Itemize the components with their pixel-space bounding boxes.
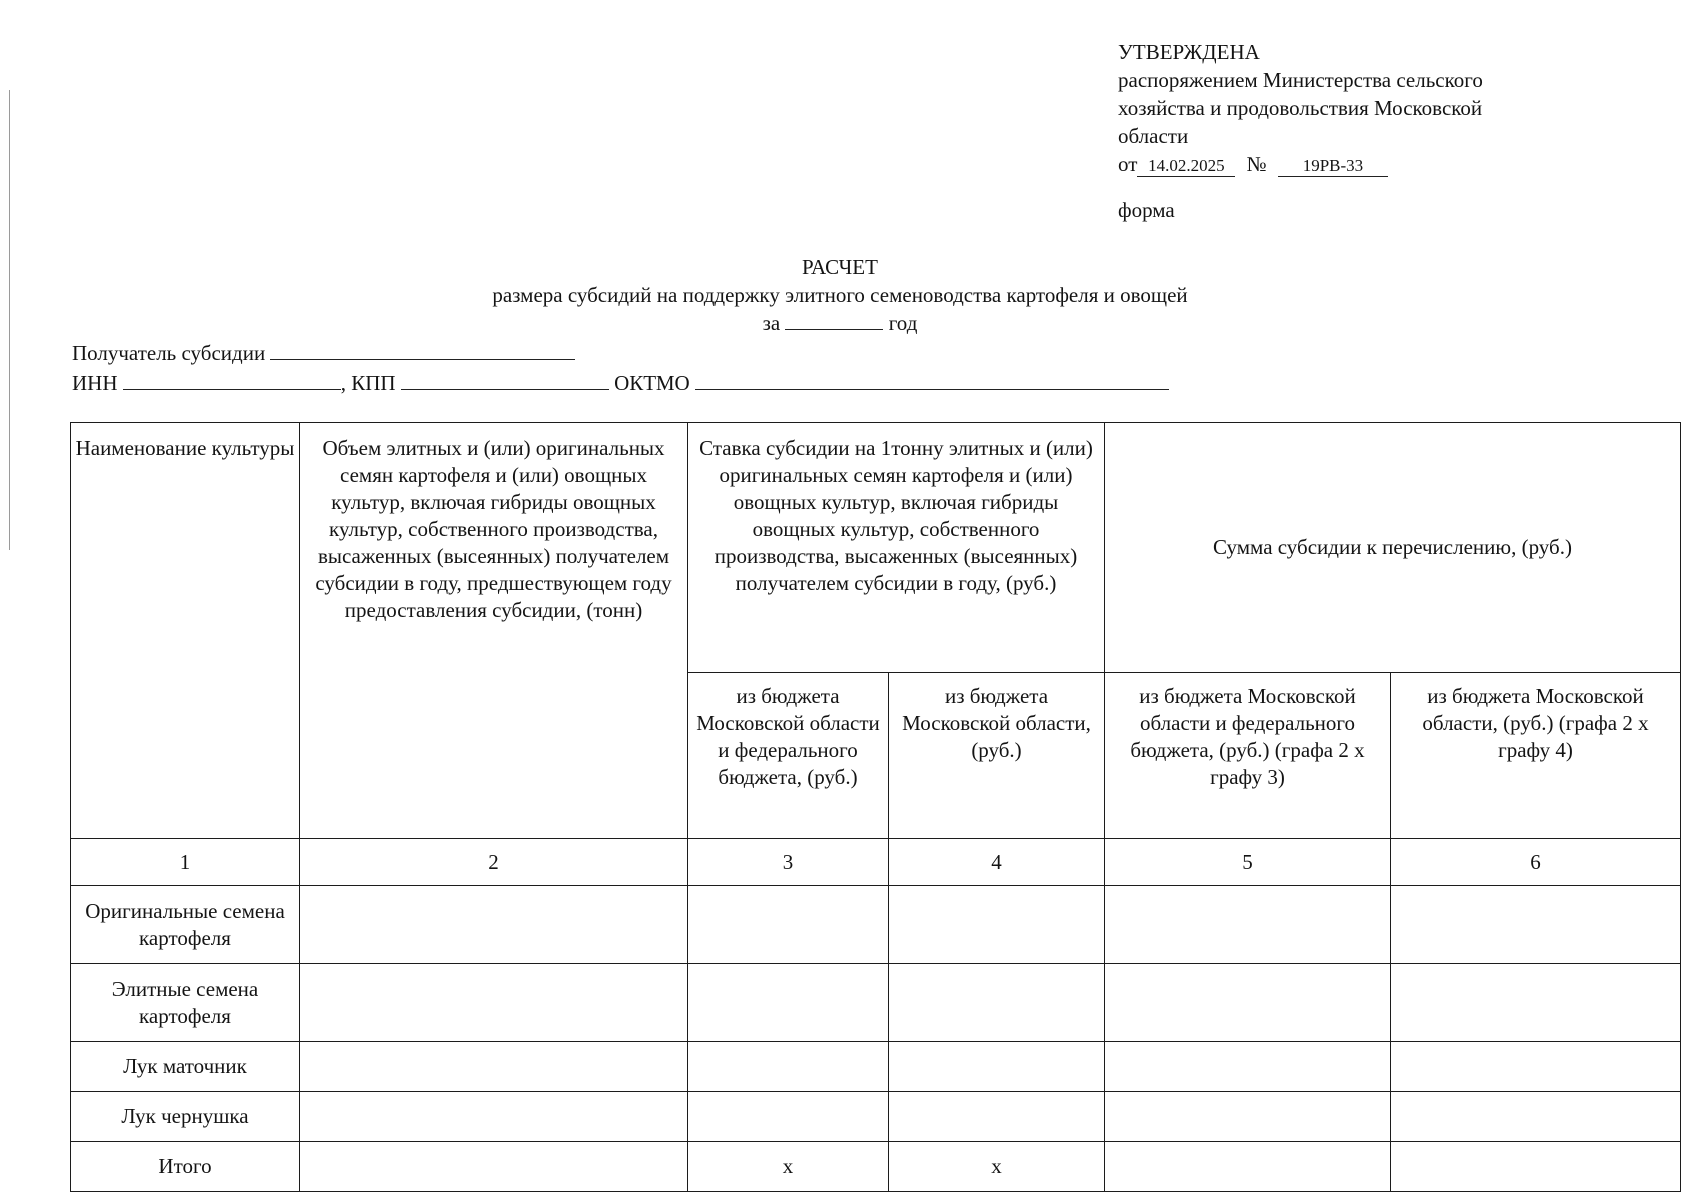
table-cell: x xyxy=(688,1142,889,1192)
column-number: 4 xyxy=(889,839,1105,886)
table-cell xyxy=(889,1042,1105,1092)
column-number: 3 xyxy=(688,839,889,886)
recipient-block xyxy=(72,338,1169,398)
document-subtitle: размера субсидий на поддержку элитного семеноводства картофеля и овощей xyxy=(492,283,1188,307)
approval-number-label: № xyxy=(1246,152,1267,176)
kpp-label: , КПП xyxy=(340,371,396,395)
column-number: 1 xyxy=(71,839,300,886)
document-title-block xyxy=(300,253,1380,337)
table-cell xyxy=(1105,1042,1391,1092)
inn-field xyxy=(123,371,341,390)
page-margin-rule xyxy=(9,90,10,550)
table-row xyxy=(71,1092,1681,1142)
table-cell xyxy=(300,886,688,964)
inn-label: ИНН xyxy=(72,371,118,395)
approval-line-3: области xyxy=(1118,124,1189,148)
table-cell xyxy=(300,1092,688,1142)
table-cell xyxy=(1105,886,1391,964)
approval-heading: УТВЕРЖДЕНА xyxy=(1118,40,1260,64)
year-line xyxy=(300,309,1380,337)
oktmo-label: ОКТМО xyxy=(614,371,690,395)
table-cell xyxy=(300,1142,688,1192)
header-seed-volume: Объем элитных и (или) оригинальных семян картофеля и (или) овощных культур, включая гибриды овощных культур, собственного производства, высаженных (высеянных) получателем субсидии в году, предшествующем году предоставления субсидии, (тонн) xyxy=(300,423,688,839)
approval-from-label: от xyxy=(1118,152,1138,176)
table-cell xyxy=(688,1092,889,1142)
total-label: Итого xyxy=(71,1142,300,1192)
approval-line-2: хозяйства и продовольствия Московской xyxy=(1118,96,1483,120)
table-cell xyxy=(1391,1092,1681,1142)
column-number: 5 xyxy=(1105,839,1391,886)
year-prefix: за xyxy=(762,311,781,335)
table-cell xyxy=(889,886,1105,964)
approval-number: 19РВ-33 xyxy=(1278,156,1388,177)
year-field xyxy=(785,311,883,330)
approval-line-1: распоряжением Министерства сельского xyxy=(1118,68,1483,92)
table-cell xyxy=(1391,1042,1681,1092)
document-title: РАСЧЕТ xyxy=(802,255,878,279)
header-rate-regional-federal: из бюджета Московской области и федерального бюджета, (руб.) xyxy=(688,673,889,839)
subsidy-table xyxy=(70,422,1681,1192)
column-number-row xyxy=(71,839,1681,886)
kpp-field xyxy=(401,371,609,390)
table-row xyxy=(71,886,1681,964)
header-crop-name: Наименование культуры xyxy=(71,423,300,839)
table-cell xyxy=(1391,886,1681,964)
approval-date: 14.02.2025 xyxy=(1137,156,1235,177)
header-sum-regional-federal: из бюджета Московской области и федерального бюджета, (руб.) (графа 2 х графу 3) xyxy=(1105,673,1391,839)
table-cell xyxy=(688,964,889,1042)
table-cell xyxy=(1391,964,1681,1042)
header-subsidy-sum: Сумма субсидии к перечислению, (руб.) xyxy=(1105,423,1681,673)
table-cell xyxy=(1105,964,1391,1042)
table-cell xyxy=(688,886,889,964)
tax-ids-line xyxy=(72,368,1169,398)
year-suffix: год xyxy=(888,311,918,335)
recipient-line xyxy=(72,338,1169,368)
table-cell: x xyxy=(889,1142,1105,1192)
form-label: форма xyxy=(1118,198,1175,222)
table-row xyxy=(71,1042,1681,1092)
table-cell xyxy=(1105,1142,1391,1192)
recipient-label: Получатель субсидии xyxy=(72,341,266,365)
header-sum-regional: из бюджета Московской области, (руб.) (графа 2 х графу 4) xyxy=(1391,673,1681,839)
crop-name: Оригинальные семена картофеля xyxy=(71,886,300,964)
recipient-field xyxy=(270,341,575,360)
table-row-total xyxy=(71,1142,1681,1192)
table-cell xyxy=(1105,1092,1391,1142)
table-cell xyxy=(889,1092,1105,1142)
approval-block xyxy=(1118,38,1483,178)
table-cell xyxy=(1391,1142,1681,1192)
table-row xyxy=(71,964,1681,1042)
table-cell xyxy=(688,1042,889,1092)
table-cell xyxy=(889,964,1105,1042)
table-cell xyxy=(300,1042,688,1092)
crop-name: Элитные семена картофеля xyxy=(71,964,300,1042)
table-cell xyxy=(300,964,688,1042)
crop-name: Лук чернушка xyxy=(71,1092,300,1142)
header-subsidy-rate: Ставка субсидии на 1тонну элитных и (или) оригинальных семян картофеля и (или) овощных культур, включая гибриды овощных культур, собственного производства, высаженных (высеянных) получателем субсидии в году, (руб.) xyxy=(688,423,1105,673)
column-number: 6 xyxy=(1391,839,1681,886)
header-rate-regional: из бюджета Московской области, (руб.) xyxy=(889,673,1105,839)
table-header-row xyxy=(71,423,1681,673)
approval-date-line xyxy=(1118,150,1483,178)
column-number: 2 xyxy=(300,839,688,886)
crop-name: Лук маточник xyxy=(71,1042,300,1092)
oktmo-field xyxy=(695,371,1169,390)
